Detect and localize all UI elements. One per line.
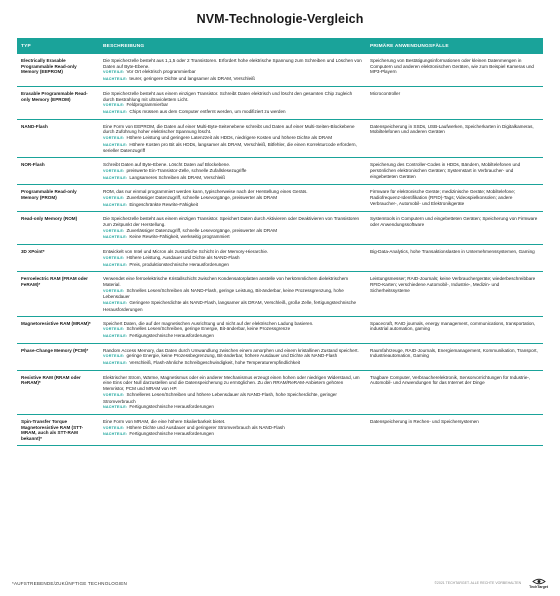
description-text: Die Speicherzelle besteht aus 1,1,5 oder 2 Transistoren. Erfordert hohe elektrische Spannung zum Schreiben und Löschen von Daten auf Byte-Ebene. <box>103 58 362 69</box>
pros-line <box>103 135 362 142</box>
pros-line <box>103 425 362 432</box>
description-text: Die Speicherzelle besteht aus einem einzigen Transistor. Schreibt Daten elektrisch und löscht den gesamten Chip zugleich durch Bestrahlung mit ultraviolettem Licht. <box>103 90 353 102</box>
description-text: Speichert Daten, die auf der magnetischen Ausrichtung und nicht auf der elektrischen Ladung basieren. <box>103 320 314 326</box>
table-body <box>17 54 543 445</box>
table-row <box>17 272 543 316</box>
table-row <box>17 119 543 158</box>
title-bar <box>17 0 543 38</box>
pros-label: VORTEILE: <box>103 136 125 141</box>
cons-label: NACHTEILE: <box>103 361 128 366</box>
pros-text: Schnelles Lesen/Schreiben, geringe Energie, Bit-änderbar, keine Prozessgrenze <box>126 326 291 332</box>
description-text: Die Speicherzelle besteht aus einem einzigen Transistor. Speichert Daten durch Aktivieren oder Deaktivieren von Transistoren zum Zeitpunkt der Herstellung. <box>103 216 360 228</box>
description-text: Schreibt Daten auf Byte-Ebene. Löscht Daten auf Blockebene. <box>103 162 231 168</box>
description-text: Entwickelt von Intel und Micron als zusätzliche Schicht in der Memory-Hierarchie. <box>103 249 269 255</box>
cons-text: teurer, geringere Dichte und langsamer als DRAM, Verschleiß <box>129 76 255 82</box>
cons-line <box>103 360 362 367</box>
pros-label: VORTEILE: <box>103 425 125 430</box>
description-text: Eine Form von EEPROM, die Daten auf einer Multi-Byte-Seitenebene schreibt und Daten auf einer Multi-Seiten-Blockebene durch Zuführung hoher elektrischer Spannung löscht. <box>103 123 355 135</box>
header-use-cases: PRIMÄRE ANWENDUNGSFÄLLE <box>370 43 449 49</box>
cell-use-cases: Systemtools in Computern und eingebetteten Geräten; Speicherung von Firmware oder Anwendungssoftware <box>370 216 538 228</box>
table-row <box>17 86 543 119</box>
cons-text: Geringere Speicherdichte als NAND-Flash, langsamer als DRAM, Verschleiß, große Zelle, fertigungstechnische Herausforderungen <box>103 300 357 312</box>
cons-text: Fertigungstechnische Herausforderungen <box>129 431 214 437</box>
cell-description <box>99 370 366 414</box>
cons-label: NACHTEILE: <box>103 235 128 240</box>
table-row <box>17 316 543 343</box>
pros-text: geringe Energie, keine Prozessbegrenzung, Bit-änderbar, höhere Ausdauer und Dichte als NAND-Flash <box>126 353 338 359</box>
cell-use-cases: Leistungsmesser; RAID-Journals; keine Verbrauchergeräte; wiederbeschreibbare RFID-Karten; verschiedene Automobil-, Industrie-, Medizin- und Sicherheitssysteme <box>370 276 536 293</box>
comparison-table <box>17 38 543 446</box>
cons-label: NACHTEILE: <box>103 109 128 114</box>
cons-text: Fertigungstechnische Herausforderungen <box>129 404 214 410</box>
pros-text: Schnelleres Lesen/Schreiben und höhere Lebensdauer als NAND-Flash, hohe Speicherdichte, geringer Stromverbrauch <box>103 391 337 404</box>
pros-line <box>103 353 362 360</box>
cell-description <box>99 158 366 185</box>
cons-label: NACHTEILE: <box>103 301 128 306</box>
copyright: ©2021 TECHTARGET. ALLE RECHTE VORBEHALTEN <box>434 581 522 585</box>
cell-type: Magnetoresistive RAM (MRAM)* <box>21 320 91 326</box>
pros-label: VORTEILE: <box>103 70 125 75</box>
pros-text: Schnelles Lesen/Schreiben als NAND-Flash, geringe Leistung, Bit-änderbar, keine Prozessgrenzung, hohe Lebensdauer <box>103 287 344 300</box>
cell-description <box>99 185 366 212</box>
table-row <box>17 212 543 245</box>
pros-label: VORTEILE: <box>103 228 125 233</box>
cell-type: Programmable Read-only Memory (PROM) <box>21 189 77 200</box>
pros-text: Zuverlässiger Datenzugriff, schnelle Lesevorgänge, preiswerter als DRAM <box>126 194 278 200</box>
cell-type: Resistive RAM (RRAM oder ReRAM)* <box>21 374 81 386</box>
cons-line <box>103 202 362 209</box>
pros-line <box>103 168 362 175</box>
cell-use-cases: Raumfahrzeuge, RAID-Journals, Energiemanagement, Kommunikation, Transport, Industrieautomation, Gaming <box>370 347 538 359</box>
cell-description <box>99 54 366 86</box>
cell-use-cases: Speicherung des Controller-Codes in HDDs, Bändern, Mobiltelefonen und persönlichen elektronischen Geräten; Systemstart in Verbraucher- und eingebetteten Geräten <box>370 162 521 179</box>
cons-line <box>103 262 362 269</box>
table-row <box>17 414 543 445</box>
cons-line <box>103 300 362 312</box>
cons-text: Eingeschränkte Rewrite-Fähigkeit <box>129 201 199 207</box>
eye-logo-icon <box>532 578 546 585</box>
cons-line <box>103 333 362 340</box>
pros-line <box>103 228 362 235</box>
pros-text: preiswerte Ein-Transistor-Zelle, schnelle Zufallslesezugriffe <box>126 167 247 173</box>
cons-label: NACHTEILE: <box>103 333 128 338</box>
cons-line <box>103 431 362 438</box>
pros-line <box>103 69 362 76</box>
cell-use-cases: Big-Data-Analytics, hohe Transaktionslasten in Unternehmenssystemen, Gaming <box>370 249 535 255</box>
cell-use-cases: Speicherung von Bestätigungsinformationen oder kleinen Datenmengen in Computern und anderen elektronischen Geräten, wie zum Beispiel Kameras und MP3-Playern <box>370 58 534 75</box>
table-row <box>17 370 543 414</box>
cell-type: Read-only Memory (ROM) <box>21 216 78 222</box>
cell-use-cases: Microcontroller <box>370 90 401 96</box>
cons-label: NACHTEILE: <box>103 142 128 147</box>
cons-text: Chips müssen aus dem Computer entfernt werden, um modifiziert zu werden <box>129 108 286 114</box>
cons-line <box>103 404 362 411</box>
cell-use-cases: Firmware für elektronische Geräte; medizinische Geräte; Mobiltelefone; Radiofrequenz-Identifikation (RFID)-Tags; Videospielkonsolen; andere Verbraucher-, Automobil- und Elektronikgeräte <box>370 189 516 206</box>
pros-line <box>103 326 362 333</box>
cell-description <box>99 245 366 272</box>
description-text: Verwendet eine ferroelektrische Kristallschicht zwischen Kondensatorplatten anstelle von herkömmlichem dielektrischem Material. <box>103 276 349 287</box>
cons-line <box>103 109 362 116</box>
header-description: BESCHREIBUNG <box>103 43 145 49</box>
cell-description <box>99 272 366 316</box>
cell-description <box>99 119 366 158</box>
cons-line <box>103 175 362 182</box>
pros-line <box>103 195 362 202</box>
cons-text: Höhere Kosten pro Bit als HDDs, langsamer als DRAM, Verschleiß, Bitfehler, die einen Korrekturcode erfordern, serieller Datenzugriff <box>103 141 357 154</box>
cons-text: Preis, produktionstechnische Herausforderungen <box>129 261 229 267</box>
cons-label: NACHTEILE: <box>103 432 128 437</box>
pros-text: Vor Ort elektrisch programmierbar <box>126 69 196 75</box>
cons-text: Keine Rewrite-Fähigkeit, werkseitig programmiert <box>129 234 230 240</box>
page-title: NVM-Technologie-Vergleich <box>196 12 364 26</box>
pros-text: Zuverlässiger Datenzugriff, schnelle Lesevorgänge, preiswerter als DRAM <box>126 227 278 233</box>
header-type: TYP <box>21 43 31 49</box>
cell-type: Electrically Erasable Programmable Read-only Memory (EEPROM) <box>21 58 77 75</box>
cell-type: Erasable Programmable Read-only Memory (EPROM) <box>21 90 88 102</box>
cell-use-cases: Spacecraft, RAID journals, energy management, communications, transportation, industrial automation, gaming <box>370 320 536 332</box>
pros-label: VORTEILE: <box>103 288 125 293</box>
cell-description <box>99 316 366 343</box>
cell-type: Phase-Change Memory (PCM)* <box>21 347 89 353</box>
pros-line <box>103 102 362 109</box>
cell-description <box>99 212 366 245</box>
pros-text: Höhere Leistung und geringere Latenzzeit als HDDs, niedrigere Kosten und höhere Dichte als DRAM <box>126 135 333 141</box>
pros-label: VORTEILE: <box>103 327 125 332</box>
cell-type: Ferroelectric RAM (FRAM oder FeRAM)* <box>21 276 88 287</box>
pros-line <box>103 392 362 404</box>
table-row <box>17 158 543 185</box>
brand-logo <box>529 578 548 589</box>
cons-label: NACHTEILE: <box>103 175 128 180</box>
cons-line <box>103 76 362 83</box>
pros-line <box>103 255 362 262</box>
pros-label: VORTEILE: <box>103 195 125 200</box>
table-row <box>17 54 543 86</box>
footnote: *AUFSTREBENDE/ZUKÜNFTIGE TECHNOLOGIEN <box>12 580 128 586</box>
cons-text: Langsameres Schreiben als DRAM, Verschleiß <box>129 174 226 180</box>
cons-text: Verschleiß, Flash-ähnliche Schreibgeschwindigkeit, hohe Temperaturempfindlichkeit <box>129 360 301 366</box>
table-row <box>17 343 543 370</box>
cell-description <box>99 343 366 370</box>
cell-type: Spin-Transfer Torque Magnetoresistive RAM (STT-MRAM, auch als STT-RAM bekannt)* <box>21 418 84 442</box>
pros-label: VORTEILE: <box>103 255 125 260</box>
pros-text: Höhere Leistung, Ausdauer und Dichte als NAND-Flash <box>126 254 240 260</box>
cons-line <box>103 234 362 241</box>
description-text: Eine Form von MRAM, die eine höhere Skalierbarkeit bietet. <box>103 418 226 424</box>
cons-label: NACHTEILE: <box>103 262 128 267</box>
pros-line <box>103 288 362 300</box>
cell-description <box>99 414 366 445</box>
pros-text: Höhere Dichte und Ausdauer und geringerer Stromverbrauch als NAND-Flash <box>126 424 285 430</box>
pros-text: Feldprogrammierbar <box>126 102 169 108</box>
cell-use-cases: Tragbare Computer, Verbraucherelektronik, Sensorvorrichtungen für Industrie-, Automobil- und Anwendungen für das Internet der Dinge <box>370 374 531 386</box>
cell-use-cases: Datenspeicherung in Rechen- und Speichersystemen <box>370 418 479 424</box>
table-row <box>17 245 543 272</box>
pros-label: VORTEILE: <box>103 168 125 173</box>
cell-description <box>99 86 366 119</box>
cons-label: NACHTEILE: <box>103 202 128 207</box>
cons-text: Fertigungstechnische Herausforderungen <box>129 332 214 338</box>
cell-type: NAND-Flash <box>21 123 48 129</box>
description-text: ROM, das nur einmal programmiert werden kann, typischerweise nach der Herstellung eines Geräts. <box>103 189 308 195</box>
pros-label: VORTEILE: <box>103 103 125 108</box>
cell-type: NOR-Flash <box>21 162 45 168</box>
cons-label: NACHTEILE: <box>103 77 128 82</box>
table-header-row <box>17 38 543 54</box>
table-row <box>17 185 543 212</box>
description-text: Random Access Memory, das Daten durch Umwandlung zwischen einem amorphen und einem kristallinen Zustand speichert. <box>103 347 359 353</box>
description-text: Elektrischer Strom, Wärme, Magnetismus oder ein anderer Mechanismus erzeugt einen hohen oder niedrigen Widerstand, um eine Eins oder Null darzustellen und die Datenspeicherung zu ermöglichen. Zu den RRAM/ReRAM-Anbietern gehören Memristor, PCM und MRAM von HP. <box>103 374 360 392</box>
pros-label: VORTEILE: <box>103 354 125 359</box>
logo-text: TechTarget <box>529 584 548 589</box>
footer <box>12 576 548 590</box>
pros-label: VORTEILE: <box>103 392 125 397</box>
cell-use-cases: Datenspeicherung in SSDs, USB-Laufwerken, Speicherkarten in Digitalkameras, Mobiltelefonen und anderen Geräten <box>370 123 534 135</box>
cons-line <box>103 142 362 154</box>
cons-label: NACHTEILE: <box>103 405 128 410</box>
cell-type: 3D XPoint* <box>21 249 45 255</box>
